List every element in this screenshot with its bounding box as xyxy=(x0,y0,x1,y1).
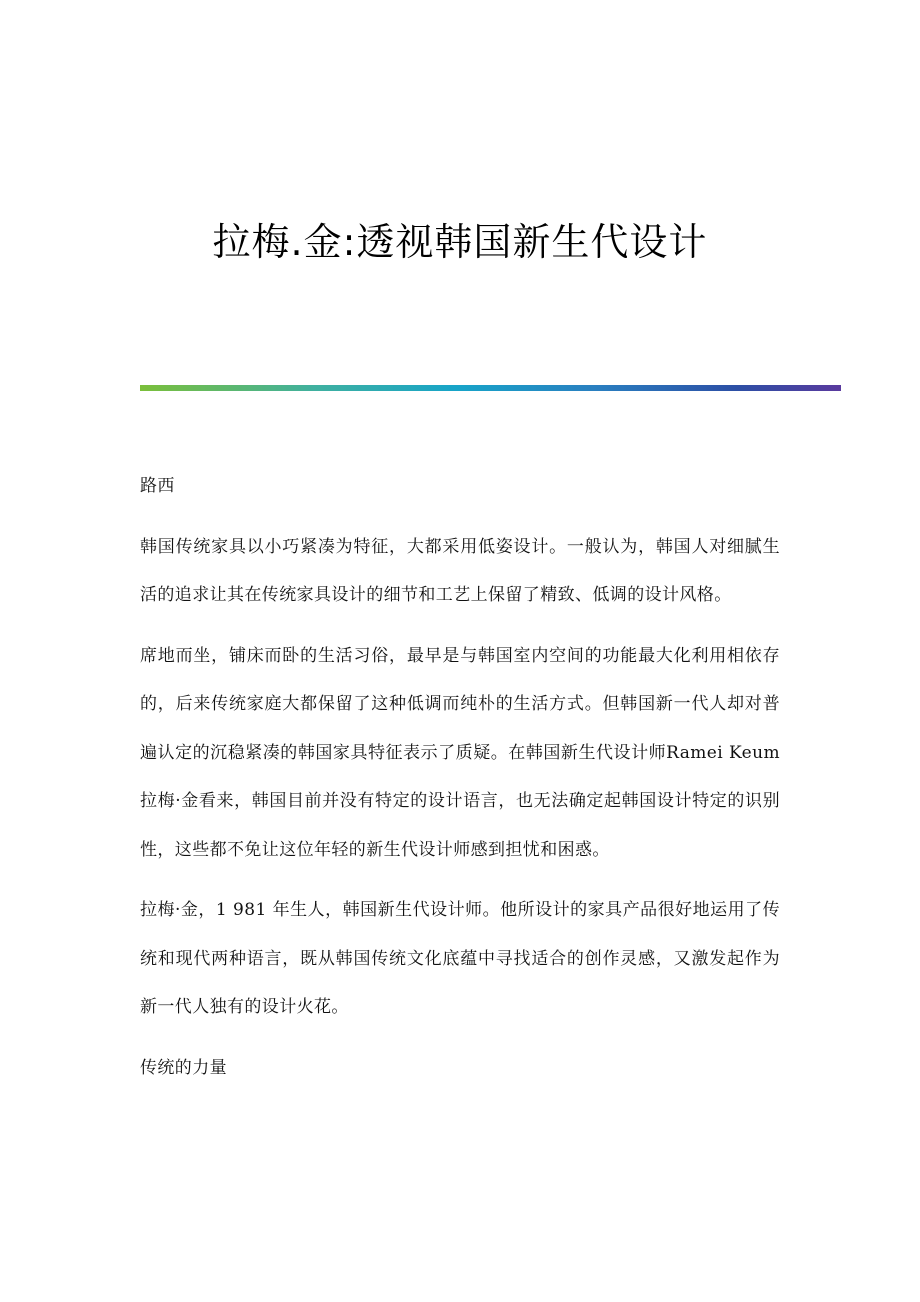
section-heading: 传统的力量 xyxy=(140,1057,227,1078)
paragraph: 拉梅·金，1 981 年生人，韩国新生代设计师。他所设计的家具产品很好地运用了传统和现代两种语言，既从韩国传统文化底蕴中寻找适合的创作灵感，又激发起作为新一代人独有的设计火花。 xyxy=(140,900,780,1017)
title-divider xyxy=(140,385,841,391)
paragraph: 席地而坐，铺床而卧的生活习俗，最早是与韩国室内空间的功能最大化利用相依存的，后来传统家庭大都保留了这种低调而纯朴的生活方式。但韩国新一代人却对普遍认定的沉稳紧凑的韩国家具特征表示了质疑。在韩国新生代设计师Ramei Keum 拉梅·金看来，韩国目前并没有特定的设计语言，也无法确定起韩国设计特定的识别性，这些都不免让这位年轻的新生代设计师感到担忧和困惑。 xyxy=(140,645,780,860)
page-title: 拉梅.金:透视韩国新生代设计 xyxy=(212,220,708,264)
author-line: 路西 xyxy=(140,476,175,496)
paragraph: 韩国传统家具以小巧紧凑为特征，大都采用低姿设计。一般认为，韩国人对细腻生活的追求让其在传统家具设计的细节和工艺上保留了精致、低调的设计风格。 xyxy=(140,536,780,605)
document-body xyxy=(140,462,780,1104)
